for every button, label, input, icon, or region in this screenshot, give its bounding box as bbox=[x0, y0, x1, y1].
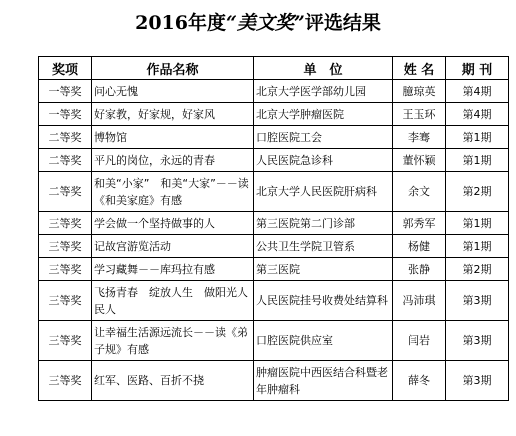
header-award: 奖项 bbox=[39, 57, 92, 80]
name-cell: 冯沛琪 bbox=[393, 281, 446, 321]
issue-cell: 第4期 bbox=[446, 103, 509, 126]
unit-cell: 公共卫生学院卫管系 bbox=[254, 235, 393, 258]
unit-cell: 口腔医院供应室 bbox=[254, 321, 393, 361]
header-issue: 期 刊 bbox=[446, 57, 509, 80]
results-table bbox=[38, 56, 509, 401]
issue-cell: 第1期 bbox=[446, 149, 509, 172]
table-row bbox=[39, 361, 509, 401]
work-cell: 记故宫游览活动 bbox=[92, 235, 254, 258]
table-row bbox=[39, 212, 509, 235]
award-cell: 二等奖 bbox=[39, 149, 92, 172]
header-work: 作品名称 bbox=[92, 57, 254, 80]
name-cell: 杨健 bbox=[393, 235, 446, 258]
name-cell: 余文 bbox=[393, 172, 446, 212]
issue-cell: 第1期 bbox=[446, 212, 509, 235]
work-cell: 让幸福生活源远流长－－读《弟子规》有感 bbox=[92, 321, 254, 361]
unit-cell: 北京大学医学部幼儿园 bbox=[254, 80, 393, 103]
name-cell: 李骞 bbox=[393, 126, 446, 149]
header-unit: 单 位 bbox=[254, 57, 393, 80]
header-name: 姓 名 bbox=[393, 57, 446, 80]
unit-cell: 人民医院急诊科 bbox=[254, 149, 393, 172]
name-cell: 张静 bbox=[393, 258, 446, 281]
unit-cell: 第三医院第二门诊部 bbox=[254, 212, 393, 235]
award-cell: 三等奖 bbox=[39, 281, 92, 321]
award-cell: 一等奖 bbox=[39, 80, 92, 103]
title-prefix: 2016年度 bbox=[135, 12, 226, 34]
issue-cell: 第1期 bbox=[446, 126, 509, 149]
award-cell: 一等奖 bbox=[39, 103, 92, 126]
award-cell: 三等奖 bbox=[39, 212, 92, 235]
name-cell: 郭秀军 bbox=[393, 212, 446, 235]
name-cell: 薛冬 bbox=[393, 361, 446, 401]
table-row bbox=[39, 235, 509, 258]
work-cell: 好家教，好家规，好家风 bbox=[92, 103, 254, 126]
work-cell: 问心无愧 bbox=[92, 80, 254, 103]
name-cell: 王玉环 bbox=[393, 103, 446, 126]
table-row bbox=[39, 80, 509, 103]
issue-cell: 第3期 bbox=[446, 361, 509, 401]
work-cell: 学习藏舞－－库玛拉有感 bbox=[92, 258, 254, 281]
page-title bbox=[0, 8, 516, 35]
award-cell: 二等奖 bbox=[39, 126, 92, 149]
title-suffix: 评选结果 bbox=[304, 12, 381, 34]
award-cell: 三等奖 bbox=[39, 258, 92, 281]
table-row bbox=[39, 103, 509, 126]
unit-cell: 人民医院挂号收费处结算科 bbox=[254, 281, 393, 321]
issue-cell: 第2期 bbox=[446, 172, 509, 212]
header-row bbox=[39, 57, 509, 80]
work-cell: 和美“小家” 和美“大家”－－读《和美家庭》有感 bbox=[92, 172, 254, 212]
issue-cell: 第4期 bbox=[446, 80, 509, 103]
name-cell: 臆琼英 bbox=[393, 80, 446, 103]
unit-cell: 肿瘤医院中西医结合科暨老年肿瘤科 bbox=[254, 361, 393, 401]
table-row bbox=[39, 172, 509, 212]
issue-cell: 第2期 bbox=[446, 258, 509, 281]
name-cell: 闫岩 bbox=[393, 321, 446, 361]
unit-cell: 北京大学人民医院肝病科 bbox=[254, 172, 393, 212]
unit-cell: 北京大学肿瘤医院 bbox=[254, 103, 393, 126]
name-cell: 董怀颖 bbox=[393, 149, 446, 172]
work-cell: 博物馆 bbox=[92, 126, 254, 149]
table-row bbox=[39, 126, 509, 149]
work-cell: 学会做一个坚持做事的人 bbox=[92, 212, 254, 235]
award-cell: 三等奖 bbox=[39, 321, 92, 361]
award-cell: 二等奖 bbox=[39, 172, 92, 212]
issue-cell: 第1期 bbox=[446, 235, 509, 258]
issue-cell: 第3期 bbox=[446, 321, 509, 361]
award-cell: 三等奖 bbox=[39, 235, 92, 258]
work-cell: 平凡的岗位，永远的青春 bbox=[92, 149, 254, 172]
table-row bbox=[39, 149, 509, 172]
work-cell: 红军、医路、百折不挠 bbox=[92, 361, 254, 401]
work-cell: 飞扬青春 绽放人生 做阳光人民人 bbox=[92, 281, 254, 321]
issue-cell: 第3期 bbox=[446, 281, 509, 321]
unit-cell: 口腔医院工会 bbox=[254, 126, 393, 149]
table-row bbox=[39, 258, 509, 281]
table-row bbox=[39, 321, 509, 361]
award-cell: 三等奖 bbox=[39, 361, 92, 401]
title-quoted: “美文奖” bbox=[226, 12, 305, 34]
table-row bbox=[39, 281, 509, 321]
unit-cell: 第三医院 bbox=[254, 258, 393, 281]
